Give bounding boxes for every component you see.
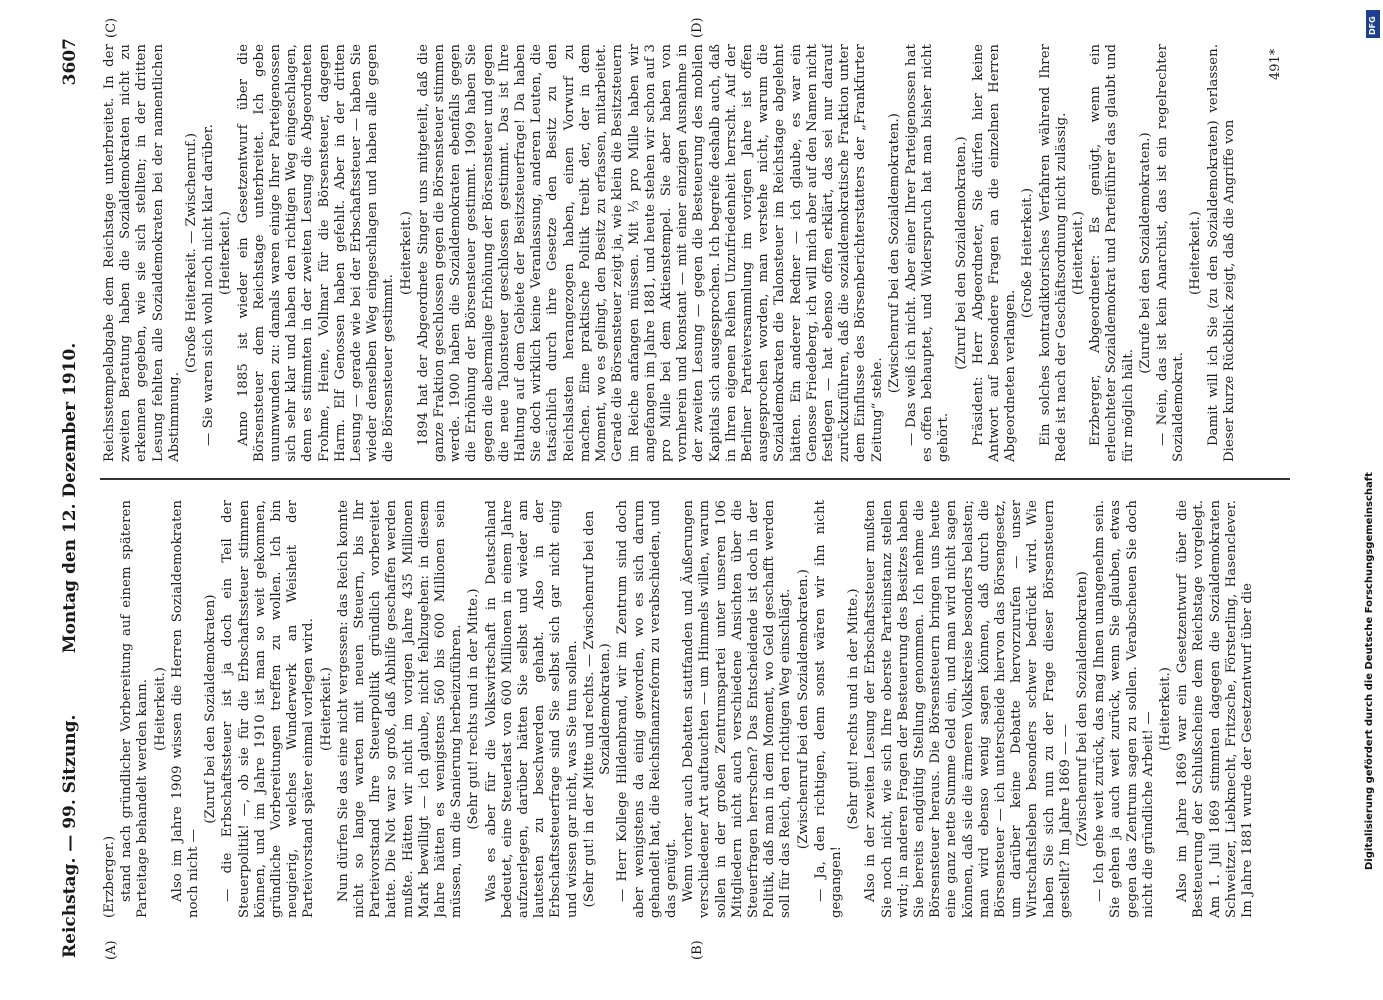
interjection: (Heiterkeit.) [1070,210,1086,296]
right-text-column [102,44,1282,462]
interjection: (Heiterkeit.) [318,666,334,752]
paragraph: — Ja, den richtigen, denn sonst wären wir ihn nicht gegangen! [812,500,844,918]
left-text-column [102,500,1282,918]
paragraph: Ein solches kontradiktorisches Verfahren während Ihrer Rede ist nach der Geschäftsordnung nicht zulässig. [1037,44,1069,462]
header-page-number: 3607 [60,38,80,86]
paragraph: — Ich gehe weit zurück, das mag Ihnen unangenehm sein. Sie gehen ja auch weit zurück, wenn Sie glauben, etwas gegen das Zentrum sagen zu sollen. Verabscheuen Sie doch nicht die gründliche Arbeit! — [1092,500,1156,918]
interjection: (Heiterkeit.) [218,210,234,296]
interjection: (Zurufe bei den Sozialdemokraten.) [1137,132,1153,374]
interjection: (Zwischenruf bei den Sozialdemokraten.) [795,568,811,850]
paragraph: Also in der zweiten Lesung der Erbschaftssteuer mußten Sie noch nicht, wie sich Ihre oberste Parteiinstanz stellen wird; in anderen Fragen der Besteuerung des Besitzes haben Sie bereits endgültig Stellung genommen. Ich nehme die Börsensteuer heraus. Die Börsensteuern bringen uns heute eine ganz nette Summe Geld ein, und man wird nicht sagen können, daß sie die ärmeren Volkskreise besonders belasten; man wird ebenso wenig sagen können, daß durch die Börsensteuer — ich unterscheide hiervon das Börsengesetz, um darüber keine Debatte hervorzurufen — unser Wirtschaftsleben besonders schwer bedrückt wird. Wie haben Sie sich nun zu der Frage dieser Börsensteuern gestellt? Im Jahre 1869 — — [863,500,1073,918]
interjection: (Zuruf bei den Sozialdemokraten.) [953,136,969,370]
header-date: Montag den 12. Dezember 1910. [60,342,80,654]
page-header [60,38,88,958]
paragraph: Also im Jahre 1869 war ein Gesetzentwurf über die Besteuerung der Schlußscheine dem Reichstage vorgelegt. Am 1. Juli 1869 stimmten dagegen die Sozialdemokraten Schweitzer, Liebknecht, Fritzsche, Försterling, Hasenclever. Im Jahre 1881 wurde der Gesetzentwurf über die [1175,500,1256,918]
margin-marker-d: (D) [690,17,705,38]
paragraph: Also im Jahre 1909 wissen die Herren Sozialdemokraten noch nicht — [169,500,202,918]
interjection: (Große Heiterkeit. — Zwischenruf.) [184,132,200,374]
interjection: (Zwischenruf bei den Sozialdemokraten) [1074,571,1090,847]
paragraph: — Herr Kollege Hildenbrand, wir im Zentrum sind doch aber wenigstens da einig geworden, wo es sich darum gehandelt hat, die Reichsfinanzreform zu verabschieden, und das genügt. [615,500,679,918]
interjection: (Sehr gut! rechts und in der Mitte.) [466,588,482,830]
paragraph: — Das weiß ich nicht. Aber einer Ihrer Parteigenossen hat es offen behauptet, und Widerspruch hat man bisher nicht gehört. [903,44,952,462]
margin-marker-b: (B) [690,940,705,960]
interjection: (Heiterkeit.) [1158,666,1173,752]
digitization-note-text: Digitalisierung gefördert durch die Deutsche Forschungsgemeinschaft [1364,472,1375,870]
margin-marker-a: (A) [104,940,119,960]
digitization-note [1364,10,1380,990]
paragraph: Erzberger, Abgeordneter: Es genügt, wenn ein erleuchteter Sozialdemokrat und Parteiführer das glaubt und für möglich hält. [1088,44,1136,462]
header-session: Reichstag. — 99. Sitzung. [60,714,80,958]
interjection: (Heiterkeit.) [398,210,414,296]
dfg-logo: DFG [1366,10,1380,38]
paragraph: Nun dürfen Sie das eine nicht vergessen: das Reich konnte nicht so lange warten mit neuen Steuern, bis Ihr Parteivorstand Ihre Steuerpolitik gründlich vorbereitet hatte. Die Not war so groß, daß Abhilfe geschaffen werden mußte. Hätten wir nicht im vorigen Jahre 435 Millionen Mark bewilligt — ich glaube, nicht fehlzugehen: in diesem Jahre hätten es wenigstens 560 bis 600 Millionen sein müssen, um die Sanierung herbeizuführen. [335,500,465,918]
margin-marker-c: (C) [104,17,119,38]
paragraph: Was es aber für die Volkswirtschaft in Deutschland bedeutet, eine Steuerlast von 600 Millionen in einem Jahre aufzuerlegen, darüber hätten Sie selbst und wieder am lautesten zu beschwerden gehabt. Also in der Erbschaftssteuerfrage sind Sie selbst sich gar nicht einig und wissen gar nicht, was Sie tun sollen. [483,500,580,918]
interjection: (Zwischenruf bei den Sozialdemokraten.) [886,112,902,394]
paragraph: Reichsstempelabgabe dem Reichstage unterbreitet. In der zweiten Beratung haben die Sozialdemokraten nicht zu erkennen gegeben, wie sie sich stellten; in der dritten Lesung fehlten alle Sozialdemokraten bei der namentlichen Abstimmung. [102,44,182,462]
paragraph: (Erzberger.) [102,835,117,918]
paragraph: — die Erbschaftssteuer ist ja doch ein Teil der Steuerpolitik! —, ob sie für die Erbschaftssteuer stimmen können, und im Jahre 1910 ist man so weit gekommen, gründliche Vorbereitungen treffen zu wollen. Ich bin neugierig, welches Wunderwerk an Weisheit der Parteivorstand später einmal vorlegen wird. [220,500,317,918]
paragraph: 1894 hat der Abgeordnete Singer uns mitgeteilt, daß die ganze Fraktion geschlossen gegen die Börsensteuer stimmen werde. 1900 haben die Sozialdemokraten ebenfalls gegen die Erhöhung der Börsensteuer gestimmt. 1909 haben Sie gegen die abermalige Erhöhung der Börsensteuer und gegen die neue Talonsteuer geschlossen gestimmt. Das ist Ihre Haltung auf dem Gebiete der Besitzsteuerfrage! Da haben Sie doch wirklich keine Veranlassung, anderen Leuten, die tatsächlich durch ihre Gesetze den Besitz zu den Reichslasten herangezogen haben, einen Vorwurf zu machen. Eine praktische Politik treibt der, der in dem Moment, wo es gelingt, den Besitz zu erfassen, mitarbeitet. Gerade die Börsensteuer zeigt ja, wie klein die Besitzsteuern im Reiche anfangen müssen. Mit ⅓ pro Mille haben wir angefangen im Jahre 1881, und heute stehen wir schon auf 3 pro Mille bei dem Aktienstempel. Sie aber haben von vornherein und konstant — mit einer einzigen Ausnahme in der zweiten Lesung — gegen die Besteuerung des mobilen Kapitals sich ausgesprochen. Ich begreife deshalb auch, daß in Ihren eigenen Reihen Unzufriedenheit herrscht. Auf der Berliner Parteiversammlung im vorigen Jahre ist offen ausgesprochen worden, man verstehe nicht, warum die Sozialdemokraten die Talonsteuer im Reichstage abgelehnt hätten. Ein anderer Redner — ich glaube, es war ein Genosse Friedeberg, ich will mich aber auf den Namen nicht festlegen — hat ebenso offen erklärt, das sei nur darauf zurückzuführen, daß die sozialdemokratische Fraktion unter dem Einflusse des Börsenberichterstatters der „Frankfurter Zeitung“ stehe. [415,44,885,462]
paragraph: — Sie waren sich wohl noch nicht klar darüber. [201,124,217,446]
interjection: (Sehr gut! in der Mitte und rechts. — Zwischenruf bei den Sozialdemokraten.) [581,510,614,908]
paragraph: stand nach gründlicher Vorbereitung auf einem späteren Parteitage behandelt werden kann. [119,500,151,918]
interjection: (Zuruf bei den Sozialdemokraten) [203,594,219,824]
interjection: (Sehr gut! rechts und in der Mitte.) [846,588,862,830]
interjection: (Heiterkeit.) [152,666,168,752]
sheet-signature: 491* [1268,48,1283,80]
paragraph: Damit will ich Sie (zu den Sozialdemokraten) verlassen. Dieser kurze Rückblick zeigt, daß die Angriffe von [1205,44,1237,462]
paragraph: Präsident: Herr Abgeordneter, Sie dürfen hier keine Antwort auf besondere Fragen an die einzelnen Herren Abgeordneten verlangen. [970,44,1019,462]
interjection: (Heiterkeit.) [1188,210,1204,296]
paragraph: Anno 1885 ist wieder ein Gesetzentwurf über die Börsensteuer dem Reichstage unterbreitet. Ich gebe unumwunden zu: damals waren einige Ihrer Parteigenossen sich sehr klar und haben den richtigen Weg eingeschlagen, denn es stimmten in der zweiten Lesung die Abgeordneten Frohme, Heine, Vollmar für die Börsensteuer, dagegen Harm. Elf Genossen haben gefehlt. Aber in der dritten Lesung — gerade wie bei der Erbschaftssteuer — haben Sie wieder denselben Weg eingeschlagen und haben alle gegen die Börsensteuer gestimmt. [235,44,397,462]
paragraph: — Nein, das ist kein Anarchist, das ist ein regelrechter Sozialdemokrat. [1155,44,1187,462]
column-divider [100,478,1290,480]
interjection: (Große Heiterkeit.) [1020,187,1036,319]
paragraph: Wenn vorher auch Debatten stattfanden und Äußerungen verschiedener Art auftauchten — um Himmels willen, warum sollen in der großen Zentrumspartei unter unseren 106 Mitgliedern nicht auch verschiedene Ansichten über die Steuerfragen herrschen? Das Entscheidende ist doch in der Politik, daß man in dem Moment, wo Geld geschafft werden soll für das Reich, den richtigen Weg einschlägt. [681,500,794,918]
